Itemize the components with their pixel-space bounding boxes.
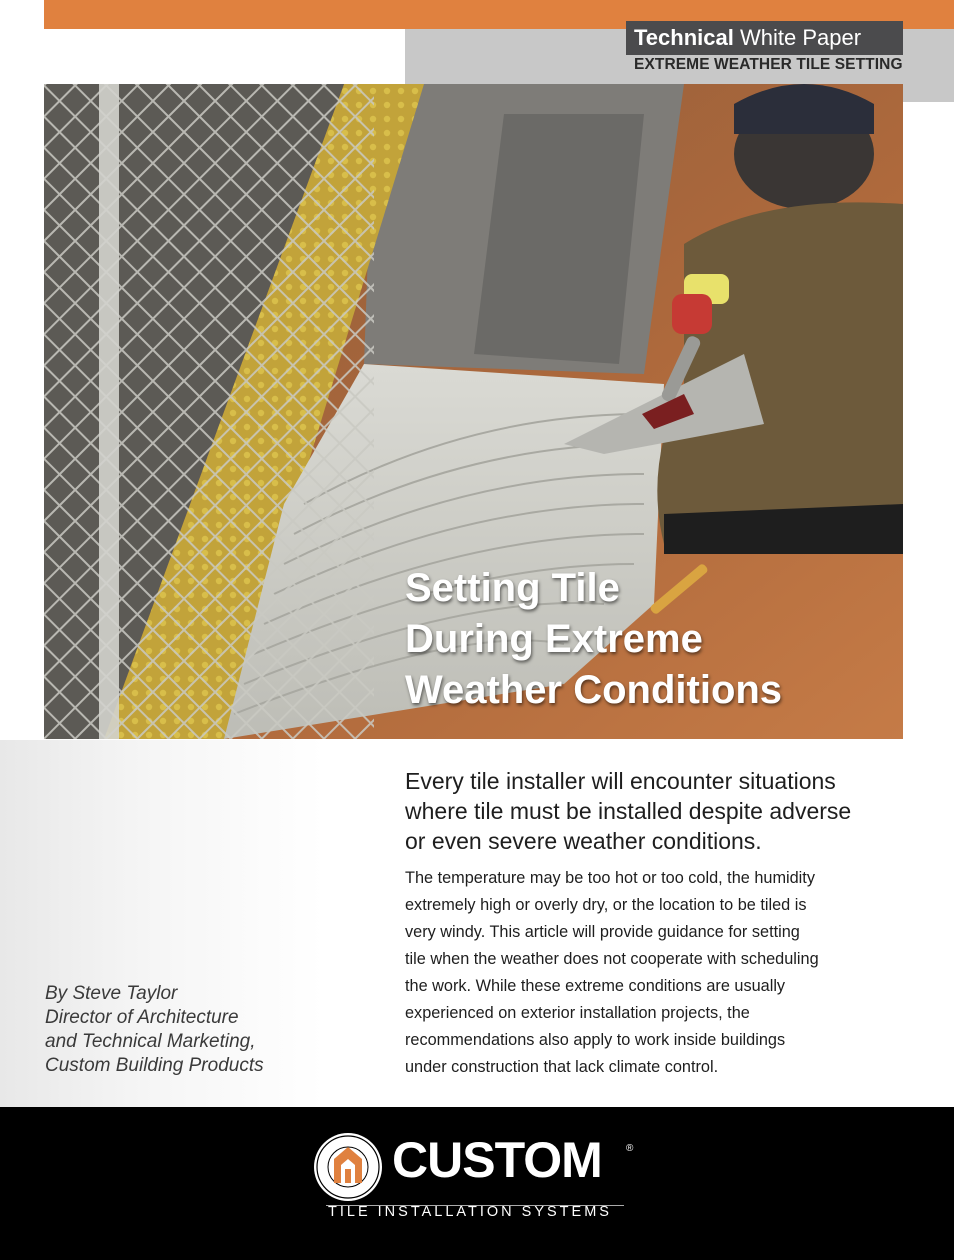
body-line: the work. While these extreme conditions are usually <box>405 977 786 995</box>
byline-line: Director of Architecture <box>45 1007 239 1028</box>
body-line: tile when the weather does not cooperate with scheduling <box>405 950 819 968</box>
author-byline <box>45 982 264 1078</box>
headline-line: During Extreme <box>405 617 703 661</box>
custom-building-products-seal-logo <box>312 1131 384 1203</box>
byline-line: Custom Building Products <box>45 1055 264 1076</box>
body-line: extremely high or overly dry, or the location to be tiled is <box>405 896 807 914</box>
body-line: recommendations also apply to work inside buildings <box>405 1031 786 1049</box>
registered-mark: ® <box>626 1143 634 1154</box>
lead-line: where tile must be installed despite adverse <box>405 798 852 824</box>
document-type-tag <box>626 21 903 55</box>
brand-wordmark: CUSTOM <box>392 1132 602 1188</box>
body-line: very windy. This article will provide guidance for setting <box>405 923 800 941</box>
document-subtitle: EXTREME WEATHER TILE SETTING <box>634 56 903 73</box>
body-paragraph <box>405 865 905 1081</box>
body-line: under construction that lack climate control. <box>405 1058 719 1076</box>
body-line: experienced on exterior installation projects, the <box>405 1004 750 1022</box>
custom-logo <box>312 1125 642 1225</box>
headline-line: Weather Conditions <box>405 668 783 712</box>
byline-line: By Steve Taylor <box>45 983 178 1004</box>
lead-line: Every tile installer will encounter situations <box>405 768 836 794</box>
body-line: The temperature may be too hot or too cold, the humidity <box>405 869 815 887</box>
byline-line: and Technical Marketing, <box>45 1031 256 1052</box>
brand-tagline: TILE INSTALLATION SYSTEMS <box>328 1204 612 1220</box>
cover-headline <box>405 563 782 716</box>
tag-rest-words: White Paper <box>739 25 862 50</box>
lead-line: or even severe weather conditions. <box>405 828 762 854</box>
tag-bold-word: Technical <box>634 25 734 50</box>
lead-paragraph <box>405 766 905 856</box>
headline-line: Setting Tile <box>405 566 620 610</box>
